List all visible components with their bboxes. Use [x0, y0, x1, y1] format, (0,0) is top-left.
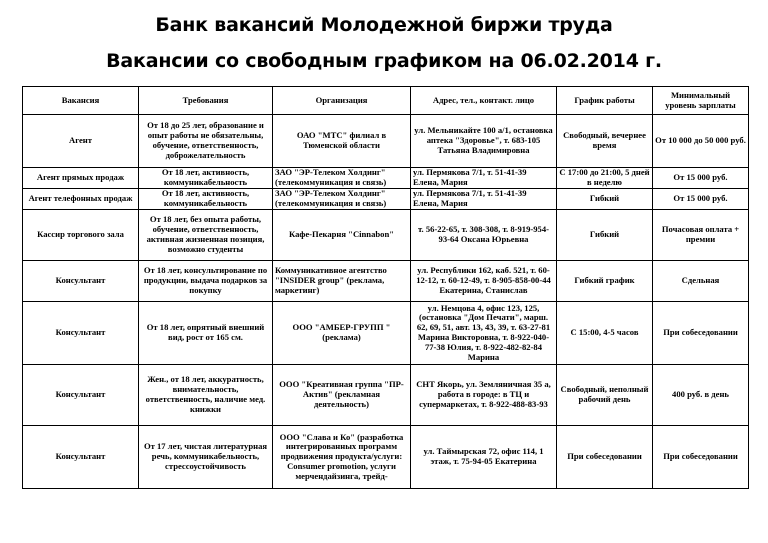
cell-requirements: От 18 лет, без опыта работы, обучение, ответственность, активная жизненная позиция, возможно студенты: [139, 210, 273, 261]
page-title: Банк вакансий Молодежной биржи труда: [155, 14, 613, 36]
cell-salary: Сдельная: [653, 261, 749, 302]
cell-vacancy: Консультант: [23, 426, 139, 489]
cell-salary: При собеседовании: [653, 426, 749, 489]
table-row: [23, 189, 749, 210]
column-header-requirements: Требования: [139, 87, 273, 115]
column-header-vacancy: Вакансия: [23, 87, 139, 115]
table-row: [23, 261, 749, 302]
cell-vacancy: Агент: [23, 115, 139, 168]
cell-address: ул. Пермякова 7/1, т. 51-41-39 Елена, Мария: [411, 189, 557, 210]
table-row: [23, 302, 749, 365]
cell-requirements: От 18 до 25 лет, образование и опыт работы не обязательны, обучение, ответственность, доброжелательность: [139, 115, 273, 168]
cell-organization: ОАО "МТС" филиал в Тюменской области: [273, 115, 411, 168]
cell-schedule: Свободный, вечернее время: [557, 115, 653, 168]
cell-organization: ЗАО "ЭР-Телеком Холдинг" (телекоммуникация и связь): [273, 168, 411, 189]
cell-salary: При собеседовании: [653, 302, 749, 365]
cell-address: ул. Пермякова 7/1, т. 51-41-39 Елена, Мария: [411, 168, 557, 189]
column-header-organization: Организация: [273, 87, 411, 115]
cell-vacancy: Консультант: [23, 365, 139, 426]
cell-organization: Кафе-Пекарня "Cinnabon": [273, 210, 411, 261]
cell-address: т. 56-22-65, т. 308-308, т. 8-919-954-93-64 Оксана Юрьевна: [411, 210, 557, 261]
cell-schedule: Гибкий: [557, 189, 653, 210]
cell-schedule: Гибкий график: [557, 261, 653, 302]
cell-schedule: Гибкий: [557, 210, 653, 261]
cell-vacancy: Агент прямых продаж: [23, 168, 139, 189]
table-row: [23, 115, 749, 168]
cell-salary: От 15 000 руб.: [653, 168, 749, 189]
cell-organization: ООО "АМБЕР-ГРУПП " (реклама): [273, 302, 411, 365]
cell-requirements: От 17 лет, чистая литературная речь, коммуникабельность, стрессоустойчивость: [139, 426, 273, 489]
cell-address: СНТ Якорь, ул. Земляничная 35 а, работа в городе: в ТЦ и супермаркетах, т. 8-922-488-83-93: [411, 365, 557, 426]
cell-organization: ООО "Креативная группа "ПР-Актив" (рекламная деятельность): [273, 365, 411, 426]
cell-salary: От 10 000 до 50 000 руб.: [653, 115, 749, 168]
cell-address: ул. Немцова 4, офис 123, 125, (остановка "Дом Печати", марш. 62, 69, 51, авт. 13, 43, 39, т. 63-27-81 Марина Викторовна, т. 8-922-040-77-38 Юлия, т. 8-922-482-82-84 Марина: [411, 302, 557, 365]
column-header-salary: Минимальный уровень зарплаты: [653, 87, 749, 115]
cell-address: ул. Таймырская 72, офис 114, 1 этаж, т. 75-94-05 Екатерина: [411, 426, 557, 489]
cell-schedule: Свободный, неполный рабочий день: [557, 365, 653, 426]
column-header-schedule: График работы: [557, 87, 653, 115]
cell-address: ул. Республики 162, каб. 521, т. 60-12-12, т. 60-12-49, т. 8-905-858-00-44 Екатерина, Станислав: [411, 261, 557, 302]
table-header-row: [23, 87, 749, 115]
cell-schedule: С 17:00 до 21:00, 5 дней в неделю: [557, 168, 653, 189]
cell-vacancy: Консультант: [23, 302, 139, 365]
cell-requirements: От 18 лет, активность, коммуникабельность: [139, 168, 273, 189]
cell-schedule: При собеседовании: [557, 426, 653, 489]
cell-vacancy: Кассир торгового зала: [23, 210, 139, 261]
table-row: [23, 168, 749, 189]
cell-organization: Коммуникативное агентство "INSIDER group" (реклама, маркетинг): [273, 261, 411, 302]
cell-schedule: С 15:00, 4-5 часов: [557, 302, 653, 365]
table-row: [23, 426, 749, 489]
cell-organization: ЗАО "ЭР-Телеком Холдинг" (телекоммуникация и связь): [273, 189, 411, 210]
vacancies-table: [22, 86, 749, 489]
column-header-address: Адрес, тел., контакт. лицо: [411, 87, 557, 115]
cell-salary: Почасовая оплата + премии: [653, 210, 749, 261]
cell-organization: ООО "Слава и Ко" (разработка интегрированных программ продвижения продукта/услуги: Consumer promotion, услуги мерчендайзинга, трейд-: [273, 426, 411, 489]
cell-requirements: От 18 лет, консультирование по продукции, выдача подарков за покупку: [139, 261, 273, 302]
table-row: [23, 210, 749, 261]
page-subtitle: Вакансии со свободным графиком на 06.02.2014 г.: [106, 50, 662, 72]
cell-salary: 400 руб. в день: [653, 365, 749, 426]
table-row: [23, 365, 749, 426]
cell-requirements: От 18 лет, активность, коммуникабельность: [139, 189, 273, 210]
cell-requirements: Жен., от 18 лет, аккуратность, внимательность, ответственность, наличие мед. книжки: [139, 365, 273, 426]
cell-salary: От 15 000 руб.: [653, 189, 749, 210]
cell-requirements: От 18 лет, опрятный внешний вид, рост от 165 см.: [139, 302, 273, 365]
cell-vacancy: Агент телефонных продаж: [23, 189, 139, 210]
cell-vacancy: Консультант: [23, 261, 139, 302]
cell-address: ул. Мельникайте 100 а/1, остановка аптека "Здоровье", т. 683-105 Татьяна Владимировна: [411, 115, 557, 168]
